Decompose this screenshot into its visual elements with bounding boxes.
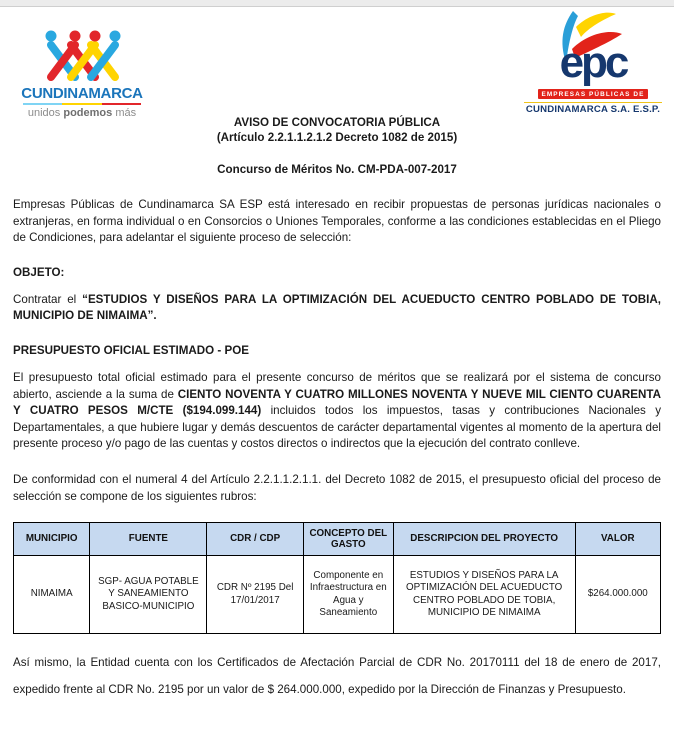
intro-paragraph: Empresas Públicas de Cundinamarca SA ESP está interesado en recibir propuestas de personas jurídicas nacionales o extranjeras, en forma individual o en Consorcios o Uniones Temporales, conforme a las condiciones establecidas en el Pliego de Condiciones, para adelantar el siguiente proceso de selección: [13, 198, 661, 245]
table-header-row [14, 523, 661, 556]
presupuesto-paragraph: El presupuesto total oficial estimado para el presente concurso de méritos que se realizará por el sistema de concurso abierto, asciende a la suma de CIENTO NOVENTA Y CUATRO MILLONES NOVENTA Y NUEVE MIL CIENTO CUARENTA Y CUATRO PESOS M/CTE ($194.099.144) incluidos todos los impuestos, tasas y contribuciones Nacionales y Departamentales, a que hubiere lugar y demás descuentos de carácter departamental vigentes al momento de la apertura del presente proceso y/o pago de las cuentas y costos directos o indirectos que la ejecución del contrato conlleve. [13, 370, 662, 451]
cell-fuente: SGP- AGUA POTABLE Y SANEAMIENTO BASICO-MUNICIPIO [90, 556, 207, 634]
notice-subtitle: (Artículo 2.2.1.1.2.1.2 Decreto 1082 de 2015) [216, 131, 458, 144]
cundinamarca-logo [16, 29, 148, 119]
closing-paragraph: Así mismo, la Entidad cuenta con los Certificados de Afectación Parcial de CDR No. 20170111 del 18 de enero de 2017, expedido frente al CDR No. 2195 por un valor de $ 264.000.000, expedido por la Dirección de Finanzas y Presupuesto. [13, 656, 661, 697]
cell-descripcion: ESTUDIOS Y DISEÑOS PARA LA OPTIMIZACIÓN DEL ACUEDUCTO CENTRO POBLADO DE TOBIA, MUNICIPIO DE NIMAIMA [393, 556, 575, 634]
presupuesto-heading: PRESUPUESTO OFICIAL ESTIMADO - POE [13, 343, 249, 357]
cundinamarca-figures-icon [27, 29, 137, 81]
cell-concepto: Componente en Infraestructura en Agua y Saneamiento [303, 556, 393, 634]
notice-title: AVISO DE CONVOCATORIA PÚBLICA [233, 116, 441, 129]
objeto-bold-text: “ESTUDIOS Y DISEÑOS PARA LA OPTIMIZACIÓN DEL ACUEDUCTO CENTRO POBLADO DE TOBIA, MUNICIPIO DE NIMAIMA”. [13, 292, 661, 323]
epc-banner-text: EMPRESAS PÚBLICAS DE [538, 89, 649, 99]
col-header-descripcion: DESCRIPCION DEL PROYECTO [393, 523, 575, 556]
col-header-valor: VALOR [575, 523, 660, 556]
conformidad-paragraph: De conformidad con el numeral 4 del Artículo 2.2.1.1.2.1.1. del Decreto 1082 de 2015, el presupuesto oficial del proceso de selección se compone de los siguientes rubros: [13, 472, 661, 503]
document-body [0, 115, 674, 703]
document-header [0, 7, 674, 119]
table-row [14, 556, 661, 634]
title-block [13, 115, 661, 177]
objeto-heading: OBJETO: [13, 265, 65, 279]
process-number: Concurso de Méritos No. CM-PDA-007-2017 [217, 163, 457, 176]
col-header-municipio: MUNICIPIO [14, 523, 90, 556]
budget-items-table [13, 522, 661, 634]
window-top-strip [0, 0, 674, 7]
presupuesto-amount-bold: CIENTO NOVENTA Y CUATRO MILLONES NOVENTA Y NUEVE MIL CIENTO CUARENTA Y CUATRO PESOS M/CTE ($194.099.144) [13, 387, 662, 418]
epc-subtitle: CUNDINAMARCA S.A. E.S.P. [525, 104, 661, 115]
epc-logo [524, 11, 662, 115]
epc-acronym: epc [559, 38, 627, 87]
col-header-concepto: CONCEPTO DEL GASTO [303, 523, 393, 556]
objeto-paragraph: Contratar el “ESTUDIOS Y DISEÑOS PARA LA OPTIMIZACIÓN DEL ACUEDUCTO CENTRO POBLADO DE TOBIA, MUNICIPIO DE NIMAIMA”. [13, 292, 661, 323]
col-header-cdr-cdp: CDR / CDP [207, 523, 303, 556]
cundinamarca-tagline: unidos podemos más [27, 107, 137, 119]
cell-valor: $264.000.000 [575, 556, 660, 634]
cell-municipio: NIMAIMA [14, 556, 90, 634]
cundinamarca-tricolor-rule [23, 103, 141, 105]
col-header-fuente: FUENTE [90, 523, 207, 556]
cell-cdr-cdp: CDR Nº 2195 Del 17/01/2017 [207, 556, 303, 634]
cundinamarca-logo-name: CUNDINAMARCA [21, 85, 143, 102]
